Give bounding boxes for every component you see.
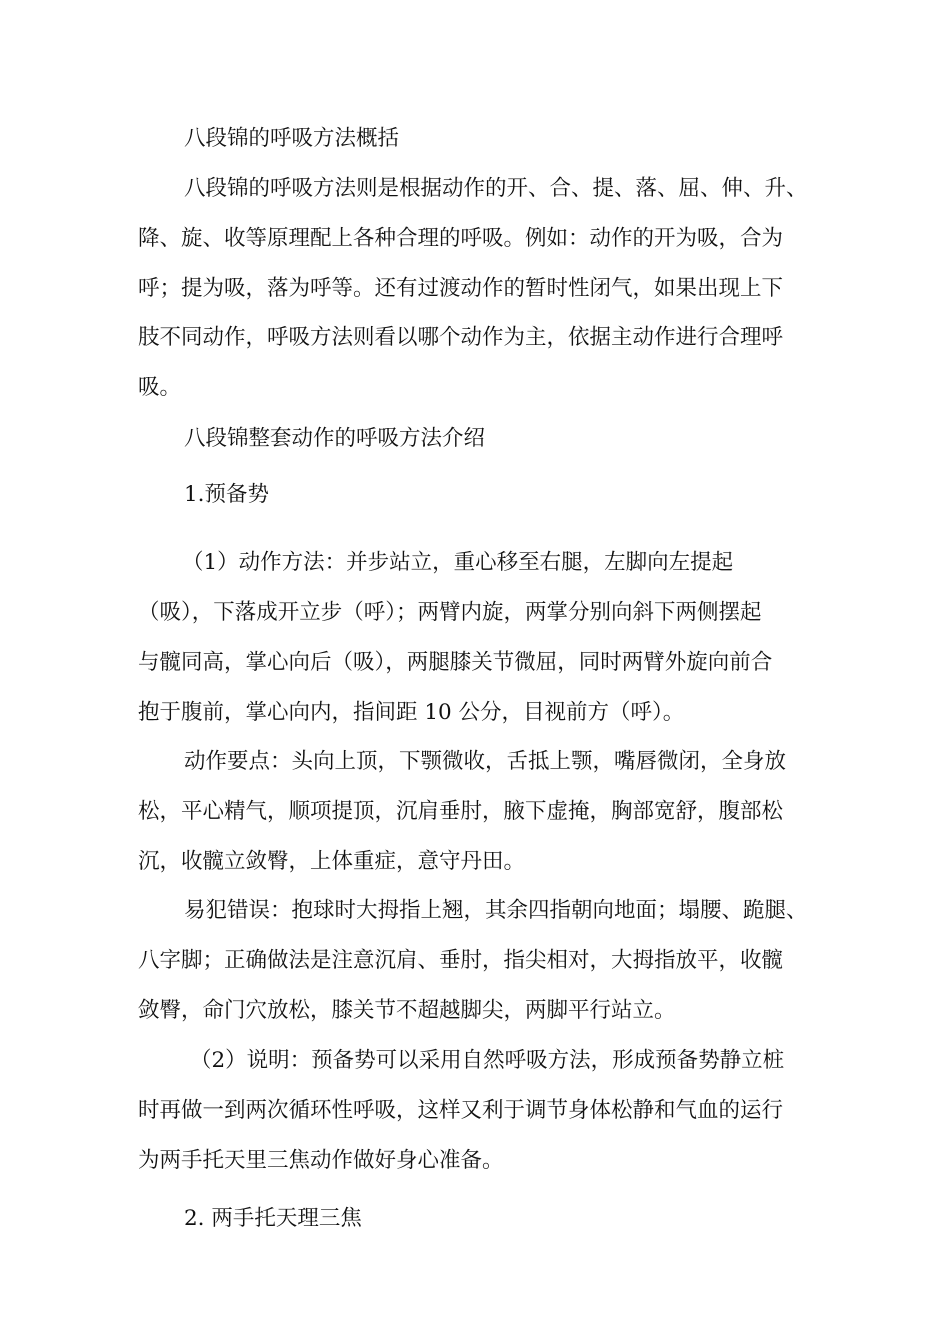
errors-paragraph-line: 敛臀，命门穴放松，膝关节不超越脚尖，两脚平行站立。: [138, 998, 676, 1023]
note-paragraph-line: 时再做一到两次循环性呼吸，这样又利于调节身体松静和气血的运行: [138, 1098, 784, 1123]
overview-paragraph-line: 八段锦的呼吸方法则是根据动作的开、合、提、落、屈、伸、升、: [184, 176, 808, 201]
heading-breathing-intro: 八段锦整套动作的呼吸方法介绍: [184, 426, 486, 451]
method-paragraph-line: （1）动作方法：并步站立，重心移至右腿，左脚向左提起: [182, 550, 734, 575]
keypoints-paragraph-line: 松，平心精气，顺项提顶，沉肩垂肘，腋下虚掩，胸部宽舒，腹部松: [138, 799, 784, 824]
heading-breathing-overview: 八段锦的呼吸方法概括: [184, 126, 400, 151]
overview-paragraph-line: 呼；提为吸，落为呼等。还有过渡动作的暂时性闭气，如果出现上下: [138, 276, 784, 301]
errors-paragraph-line: 易犯错误：抱球时大拇指上翘，其余四指朝向地面；塌腰、跪腿、: [184, 898, 808, 923]
errors-paragraph-line: 八字脚；正确做法是注意沉肩、垂肘，指尖相对，大拇指放平，收髋: [138, 948, 784, 973]
keypoints-paragraph-line: 动作要点：头向上顶，下颚微收，舌抵上颚，嘴唇微闭，全身放: [184, 749, 787, 774]
overview-paragraph-line: 吸。: [138, 375, 182, 400]
note-paragraph-line: （2）说明：预备势可以采用自然呼吸方法，形成预备势静立桩: [190, 1048, 785, 1073]
note-paragraph-line: 为两手托天里三焦动作做好身心准备。: [138, 1148, 504, 1173]
overview-paragraph-line: 肢不同动作，呼吸方法则看以哪个动作为主，依据主动作进行合理呼: [138, 325, 784, 350]
section-title-1: 1.预备势: [184, 482, 270, 507]
keypoints-paragraph-line: 沉，收髋立敛臀，上体重症，意守丹田。: [138, 849, 526, 874]
method-paragraph-line: 与髋同高，掌心向后（吸），两腿膝关节微屈，同时两臂外旋向前合: [138, 650, 773, 675]
method-paragraph-line: （吸），下落成开立步（呼）；两臂内旋，两掌分别向斜下两侧摆起: [138, 600, 762, 625]
section-title-2: 2. 两手托天理三焦: [184, 1206, 362, 1231]
overview-paragraph-line: 降、旋、收等原理配上各种合理的呼吸。例如：动作的开为吸，合为: [138, 226, 784, 251]
method-paragraph-line: 抱于腹前，掌心向内，指间距 10 公分，目视前方（呼）。: [138, 700, 685, 725]
